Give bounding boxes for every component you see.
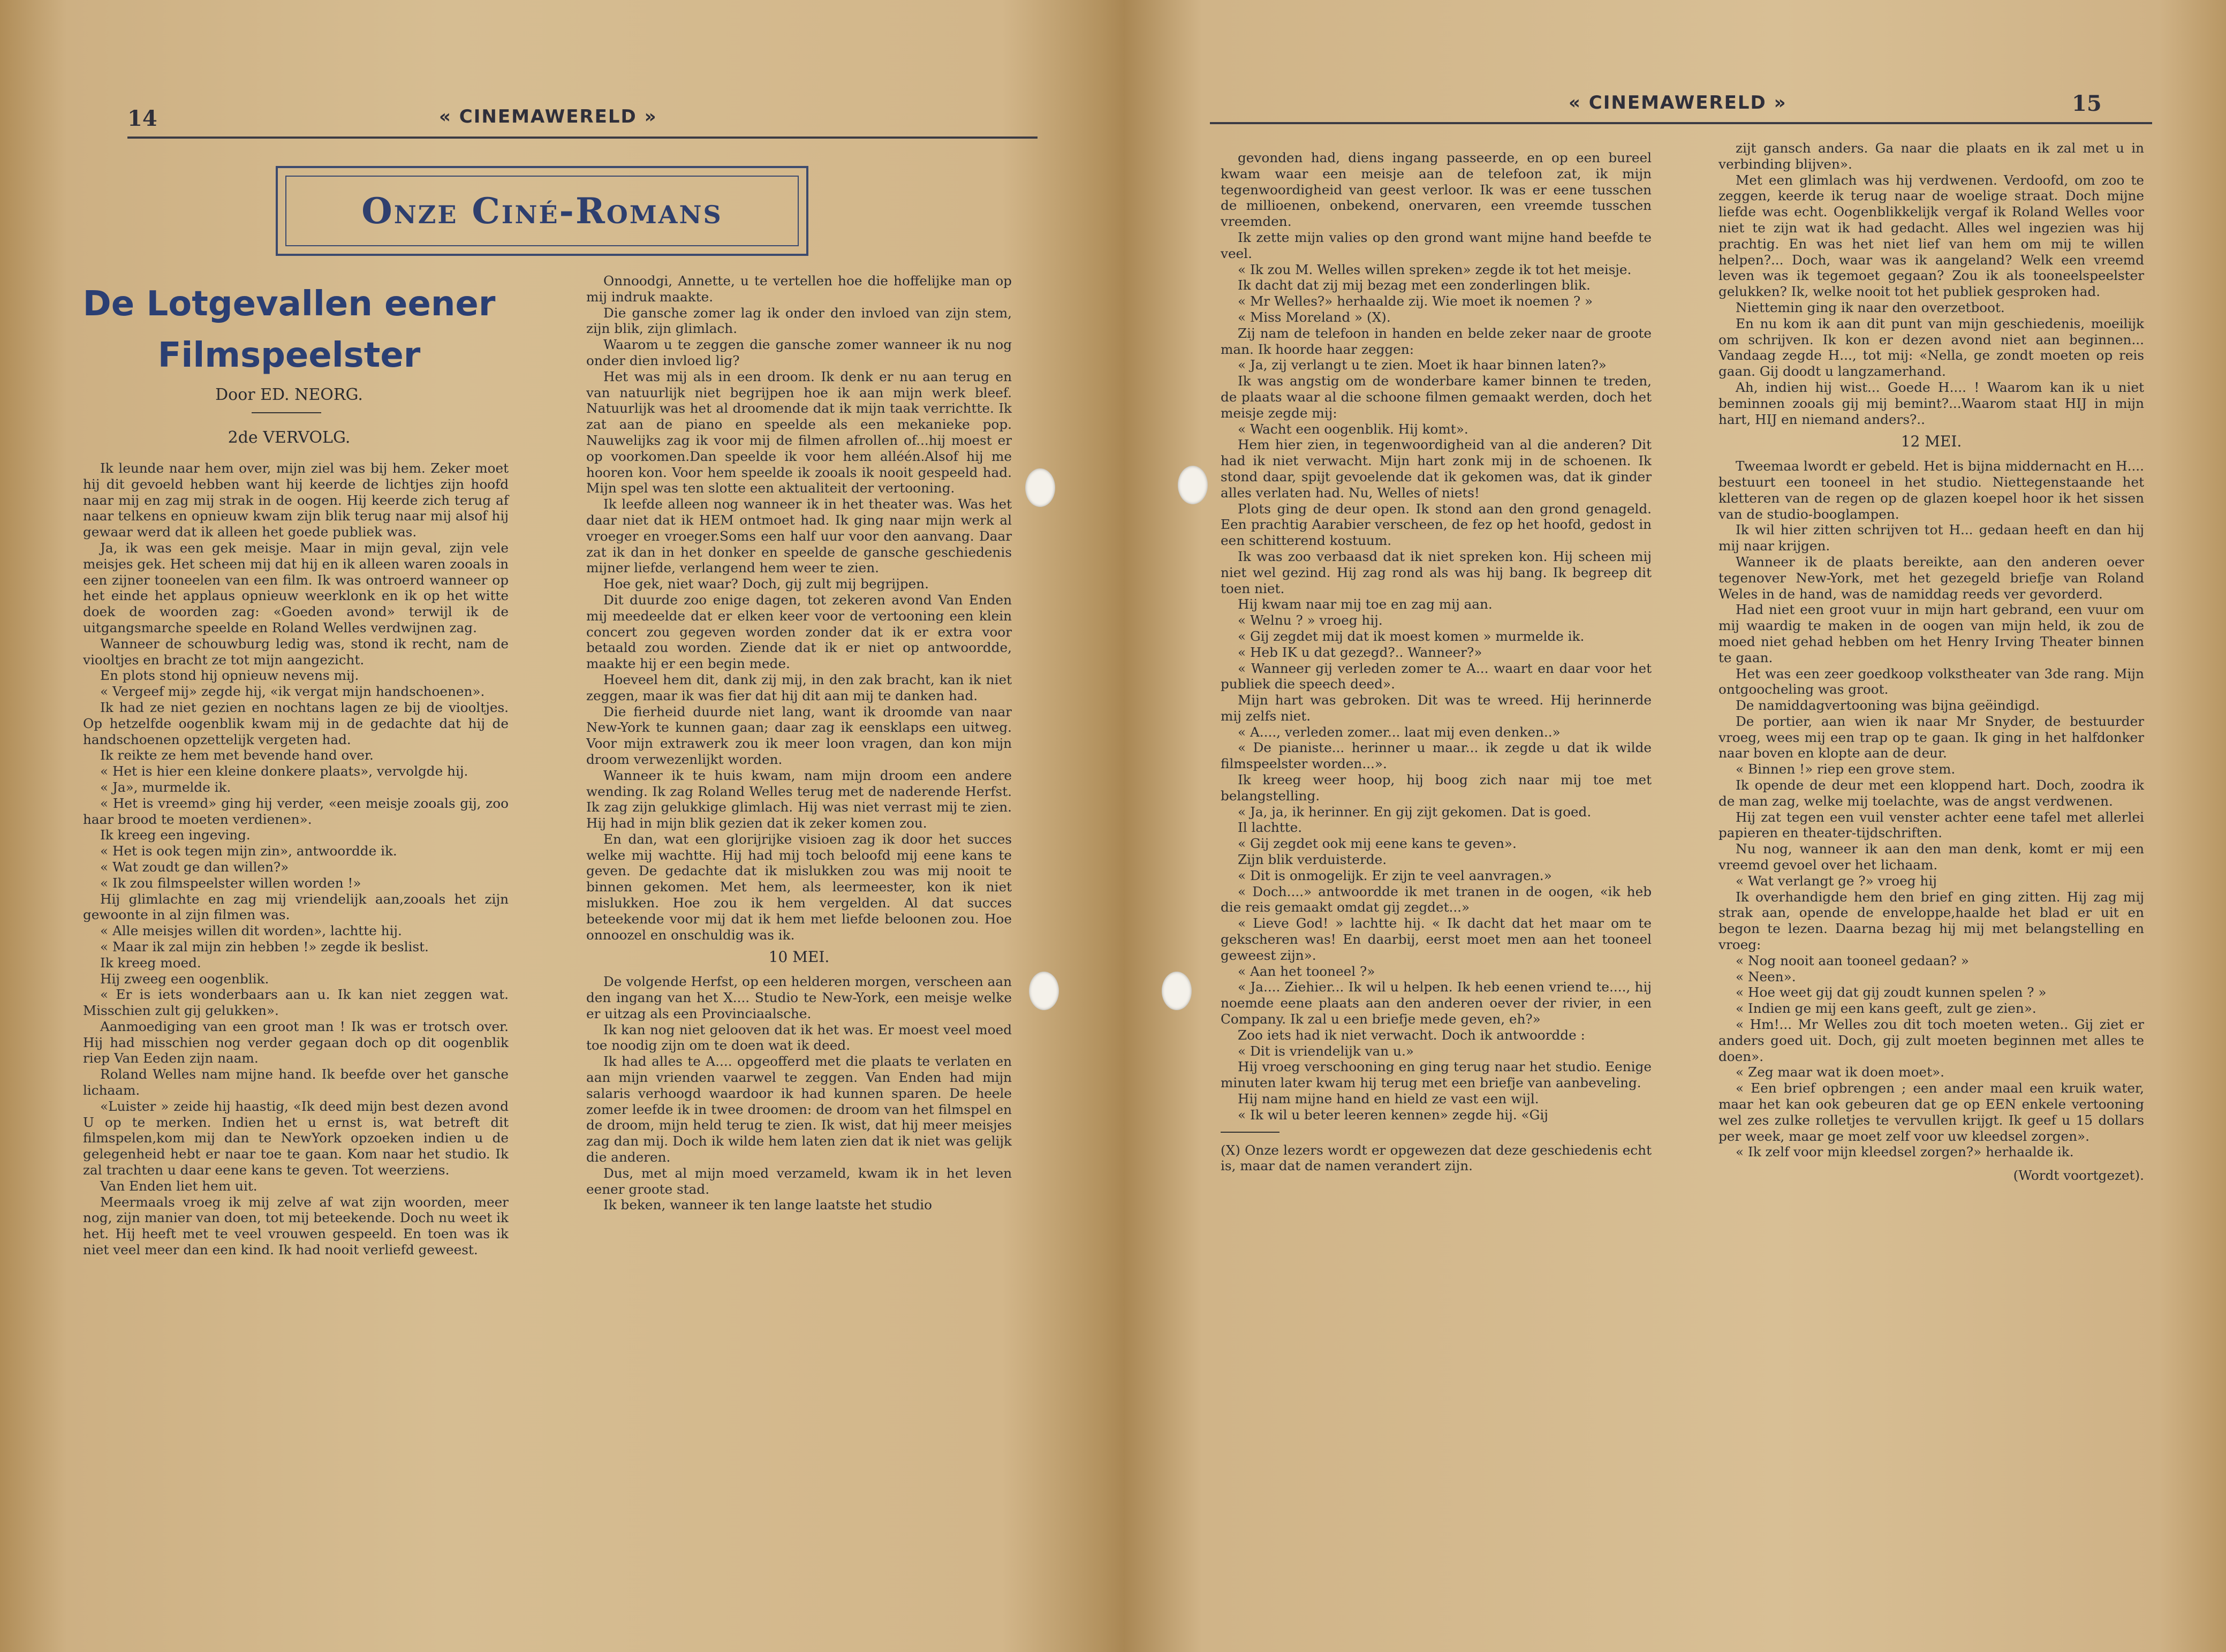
paragraph: « Welnu ? » vroeg hij.	[1238, 612, 1383, 628]
paragraph: Dit duurde zoo enige dagen, tot zekeren avond Van Enden mij meedeelde dat er elken keer voor de vertooning een klein concert zou gegeven worden zonder dat ik er extra voor betaald zou worden. Ziende dat ik er niet op antwoordde, maakte hij er een begin mede.	[586, 592, 1012, 672]
paragraph: « Doch....» antwoordde ik met tranen in de oogen, «ik heb die reis gemaakt omdat gij zegdet...»	[1221, 883, 1652, 915]
paragraph: Ik opende de deur met een kloppend hart. Doch, zoodra ik de man zag, welke mij toelachte, was de angst verdwenen.	[1718, 777, 2144, 809]
paragraph: Mijn hart was gebroken. Dit was te wreed. Hij herinnerde mij zelfs niet.	[1221, 692, 1652, 724]
paragraph: « Dit is vriendelijk van u.»	[1238, 1043, 1414, 1059]
paragraph: En dan, wat een glorijrijke visioen zag ik door het succes welke mij wachtte. Hij had mij toch beloofd mij eene kans te geven. De gedachte dat ik mislukken zou was mij nooit te binnen gekomen. Met hem, als leermeester, kon ik niet mislukken. Hoe zou ik hem vergelden. Al dat succes beteekende voor mij dat ik hem met liefde beloonen zou. Hoe onnoozel en onschuldig was ik.	[586, 831, 1012, 943]
paragraph: « Binnen !» riep een grove stem.	[1736, 761, 1956, 777]
binding-hole	[1025, 468, 1055, 507]
paragraph: Plots ging de deur open. Ik stond aan den grond genageld. Een prachtig Aarabier verscheen, de fez op het hoofd, gedost in een schitterend kostuum.	[1221, 501, 1652, 549]
binding-hole	[1162, 972, 1192, 1010]
paragraph: Tweemaa lwordt er gebeld. Het is bijna middernacht en H.... bestuurt een tooneel in het studio. Niettegenstaande het kletteren van de regen op de glazen koepel hoor ik het sissen van de studio-booglampen.	[1718, 458, 2144, 522]
paragraph: gevonden had, diens ingang passeerde, en op een bureel kwam waar een meisje aan de telefoon zat, ik mijn tegenwoordigheid van geest verloor. Ik was er eene tusschen de millioenen, onbekend, onervaren, een vreemde tusschen vreemden.	[1221, 150, 1652, 230]
banner-title: Onze Ciné-Romans	[361, 190, 723, 232]
paragraph: De portier, aan wien ik naar Mr Snyder, de bestuurder vroeg, wees mij een trap op te gaan. Ik ging in het halfdonker naar boven en klopte aan de deur.	[1718, 713, 2144, 761]
paragraph: « Nog nooit aan tooneel gedaan? »	[1736, 952, 1969, 968]
paragraph: Het was mij als in een droom. Ik denk er nu aan terug en van natuurlijk niet begrijpen hoe ik aan mijn werk bleef. Natuurlijk was het al droomende dat ik mijn taak verrichtte. Ik zat aan de piano en speelde als een mekanieke pop. Nauwelijks zag ik voor mij de filmen afrollen of...hij moest er op voorkomen.Dan speelde ik voor hem alléén.Alsof hij me hooren kon. Voor hem speelde ik zooals ik nooit gespeeld had. Mijn spel was ten slotte een aktualiteit der vertooning.	[586, 368, 1012, 496]
paragraph: Hij kwam naar mij toe en zag mij aan.	[1238, 596, 1493, 612]
paragraph: « Dit is onmogelijk. Er zijn te veel aanvragen.»	[1238, 867, 1552, 883]
paragraph: «Luister » zeide hij haastig, «Ik deed mijn best dezen avond U op te merken. Indien het u ernst is, wat betreft dit filmspelen,kom mij dan te NewYork opzoeken indien u de gelegenheid hebt er naar toe te gaan. Kom naar het studio. Ik zal trachten u daar eene kans te geven. Tot weerziens.	[83, 1098, 509, 1178]
paragraph: Hem hier zien, in tegenwoordigheid van al die anderen? Dit had ik niet verwacht. Mijn hart zonk mij in de schoenen. Ik stond daar, spijt gevoelende dat ik gekomen was, dat ik ginder alles verlaten had. Nu, Welles of niets!	[1221, 437, 1652, 501]
installment-label: 2de VERVOLG.	[228, 428, 351, 447]
paragraph: Die fierheid duurde niet lang, want ik droomde van naar New-York te kunnen gaan; daar zag ik eensklaps een uitweg. Voor mijn extrawerk zou ik meer loon vragen, dan kon mijn droom verwezenlijkt worden.	[586, 703, 1012, 767]
paragraph: Waarom u te zeggen die gansche zomer wanneer ik nu nog onder dien invloed lig?	[586, 337, 1012, 368]
paragraph: Van Enden liet hem uit.	[100, 1178, 258, 1194]
paragraph: Hij zweeg een oogenblik.	[100, 971, 269, 987]
paragraph: « A...., verleden zomer... laat mij even denken..»	[1238, 724, 1561, 740]
paragraph: « Ja, ja, ik herinner. En gij zijt gekomen. Dat is goed.	[1238, 804, 1592, 820]
binding-hole	[1029, 972, 1059, 1010]
paragraph: « Ik zou filmspeelster willen worden !»	[100, 875, 361, 891]
paragraph: « Gij zegdet mij dat ik moest komen » murmelde ik.	[1238, 628, 1585, 644]
paragraph: « Alle meisjes willen dit worden», lachtte hij.	[100, 923, 402, 939]
paragraph: En nu kom ik aan dit punt van mijn geschiedenis, moeilijk om schrijven. Ik kon er dezen avond niet aan beginnen... Vandaag zegde H..., tot mij: «Nella, ge zondt moeten op reis gaan. Gij doodt u langzamerhand.	[1718, 315, 2144, 380]
binding-hole	[1178, 466, 1208, 504]
paragraph: Niettemin ging ik naar den overzetboot.	[1736, 299, 2005, 315]
paragraph: « Het is ook tegen mijn zin», antwoordde ik.	[100, 843, 397, 859]
paragraph: « Wanneer gij verleden zomer te A... waart en daar voor het publiek die speech deed».	[1221, 660, 1652, 692]
right-page	[1119, 0, 2226, 1652]
paragraph: De namiddagvertooning was bijna geëindigd.	[1736, 698, 2040, 714]
paragraph: De volgende Herfst, op een helderen morgen, verscheen aan den ingang van het X.... Studio te New-York, een meisje welke er uitzag als een Provinciaalsche.	[586, 974, 1012, 1021]
paragraph: « Ik zou M. Welles willen spreken» zegde ik tot het meisje.	[1238, 261, 1632, 277]
footnote-rule	[1221, 1132, 1279, 1133]
paragraph: Hij vroeg verschooning en ging terug naar het studio. Eenige minuten later kwam hij terug met een briefje van aanbeveling.	[1221, 1059, 1652, 1091]
paragraph: Ik had alles te A.... opgeofferd met die plaats te verlaten en aan mijn vrienden vaarwel te zeggen. Van Enden had mijn salaris verhoogd waardoor ik had kunnen sparen. De heele zomer leefde ik in twee droomen: de droom van het filmspel en de droom, mijn held terug te zien. Ik wist, dat hij meer meisjes zag dan mij. Doch ik wilde hem laten zien dat ik niet was gelijk die anderen.	[586, 1054, 1012, 1165]
paragraph: « Heb IK u dat gezegd?.. Wanneer?»	[1238, 644, 1482, 660]
paragraph: Hoe gek, niet waar? Doch, gij zult mij begrijpen.	[603, 576, 929, 592]
paragraph: Roland Welles nam mijne hand. Ik beefde over het gansche lichaam.	[83, 1066, 509, 1098]
paragraph: « Zeg maar wat ik doen moet».	[1736, 1064, 1944, 1080]
running-head: « CINEMAWERELD »	[439, 106, 657, 127]
text-column-1	[83, 460, 509, 1258]
paragraph: Zoo iets had ik niet verwacht. Doch ik antwoordde :	[1238, 1027, 1585, 1043]
paragraph: Ik leunde naar hem over, mijn ziel was bij hem. Zeker moet hij dit gevoeld hebben want hij keerde de lichtjes zijn hoofd naar mij en zag mij strak in de oogen. Hij keerde zich terug af naar telkens en opnieuw kwam zijn blik terug naar mij alsof hij gewaar werd dat ik alleen het goede publiek was.	[83, 460, 509, 540]
text-column-3	[1221, 150, 1652, 1174]
running-head: « CINEMAWERELD »	[1569, 92, 1787, 113]
banner-frame	[285, 176, 799, 246]
paragraph: Zijn blik verduisterde.	[1238, 852, 1387, 868]
paragraph: Het was een zeer goedkoop volkstheater van 3de rang. Mijn ontgoocheling was groot.	[1718, 665, 2144, 698]
paragraph: « Indien ge mij een kans geeft, zult ge zien».	[1736, 1001, 2036, 1017]
header-rule	[127, 137, 1038, 139]
paragraph: « Ja», murmelde ik.	[100, 779, 231, 795]
paragraph: Ik kreeg een ingeving.	[100, 827, 251, 843]
paragraph: Ja, ik was een gek meisje. Maar in mijn geval, zijn vele meisjes gek. Het scheen mij dat hij en ik alleen waren zooals in een zijner tooneelen van een film. Ik was ontroerd wanneer op het einde het applaus opnieuw weerklonk en ik op het witte doek de woorden zag: «Goeden avond» terwijl ik de uitgangsmarche speelde en Roland Welles verdwijnen zag.	[83, 540, 509, 635]
paragraph: « Miss Moreland » (X).	[1238, 309, 1391, 325]
text-column-2	[586, 273, 1012, 1213]
paragraph: Ik zette mijn valies op den grond want mijne hand beefde te veel.	[1221, 229, 1652, 261]
paragraph: « De pianiste... herinner u maar... ik zegde u dat ik wilde filmspeelster worden...».	[1221, 740, 1652, 772]
paragraph: Ah, indien hij wist... Goede H.... ! Waarom kan ik u niet beminnen zooals gij mij bemint?...Waarom staat HIJ in mijn hart, HIJ en niemand anders?..	[1718, 379, 2144, 427]
date-heading: 12 MEI.	[1901, 433, 1962, 451]
header-rule	[1210, 122, 2152, 124]
paragraph: Ik dacht dat zij mij bezag met een zonderlingen blik.	[1238, 277, 1591, 293]
paragraph: « Wat verlangt ge ?» vroeg hij	[1736, 873, 1937, 889]
paragraph: Dus, met al mijn moed verzameld, kwam ik in het leven eener groote stad.	[586, 1165, 1012, 1197]
byline-rule	[252, 412, 321, 413]
paragraph: Aanmoediging van een groot man ! Ik was er trotsch over. Hij had misschien nog verder gegaan doch op dit oogenblik riep Van Eeden zijn naam.	[83, 1018, 509, 1066]
paragraph: « Ja.... Ziehier... Ik wil u helpen. Ik heb eenen vriend te...., hij noemde eene plaats aan den anderen oever der rivier, in een Company. Ik zal u een briefje mede geven, eh?»	[1221, 979, 1652, 1027]
paragraph: Ik was angstig om de wonderbare kamer binnen te treden, de plaats waar al die schoone filmen gemaakt werden, doch het meisje zegde mij:	[1221, 373, 1652, 421]
paragraph: « Maar ik zal mijn zin hebben !» zegde ik beslist.	[100, 938, 429, 954]
paragraph: « Lieve God! » lachtte hij. « Ik dacht dat het maar om te gekscheren was! En daarbij, eerst moet men aan het tooneel geweest zijn».	[1221, 915, 1652, 963]
paragraph: « Wacht een oogenblik. Hij komt».	[1238, 421, 1468, 437]
paragraph: Hij glimlachte en zag mij vriendelijk aan,zooals het zijn gewoonte in al zijn filmen was.	[83, 891, 509, 923]
paragraph: Hij nam mijne hand en hield ze vast een wijl.	[1238, 1091, 1539, 1107]
date-heading: 10 MEI.	[768, 948, 830, 966]
paragraph: Hoeveel hem dit, dank zij mij, in den zak bracht, kan ik niet zeggen, maar ik was fier dat hij dit aan mij te danken had.	[586, 671, 1012, 703]
paragraph: Hij zat tegen een vuil venster achter eene tafel met allerlei papieren en theater-tijdschriften.	[1718, 809, 2144, 841]
paragraph: Ik leefde alleen nog wanneer ik in het theater was. Was het daar niet dat ik HEM ontmoet had. Ik ging naar mijn werk al vroeger en vroeger.Soms een half uur voor den aanvang. Daar zat ik dan in het donker en speelde de gansche geschiedenis mijner liefde, verlangend hem weer te zien.	[586, 496, 1012, 576]
paragraph: Ik wil hier zitten schrijven tot H... gedaan heeft en dan hij mij naar krijgen.	[1718, 522, 2144, 554]
footnote: (X) Onze lezers wordt er opgewezen dat deze geschiedenis echt is, maar dat de namen verandert zijn.	[1221, 1142, 1652, 1174]
paragraph: Meermaals vroeg ik mij zelve af wat zijn woorden, meer nog, zijn manier van doen, tot mij beteekende. Doch nu weet ik het. Hij heeft met te veel vrouwen gespeeld. En toen was ik niet veel meer dan een kind. Ik had nooit verliefd geweest.	[83, 1194, 509, 1258]
paragraph: « Neen».	[1736, 968, 1796, 984]
paragraph: « Hm!... Mr Welles zou dit toch moeten weten.. Gij ziet er anders goed uit. Doch, gij zult moeten beginnen met alles te doen».	[1718, 1017, 2144, 1064]
page-number: 15	[2072, 91, 2102, 116]
paragraph: Nu nog, wanneer ik aan den man denk, komt er mij een vreemd gevoel over het lichaam.	[1718, 841, 2144, 873]
paragraph: zijt gansch anders. Ga naar die plaats en ik zal met u in verbinding blijven».	[1718, 140, 2144, 172]
paragraph: Ik beken, wanneer ik ten lange laatste het studio	[603, 1197, 933, 1213]
paragraph: Ik was zoo verbaasd dat ik niet spreken kon. Hij scheen mij niet wel gezind. Hij zag rond als was hij bang. Ik begreep dit toen niet.	[1221, 548, 1652, 596]
paragraph: Ik overhandigde hem den brief en ging zitten. Hij zag mij strak aan, opende de enveloppe,haalde het blad er uit en begon te lezen. Daarna bezag hij mij met belangstelling en vroeg:	[1718, 889, 2144, 953]
left-page	[0, 0, 1108, 1652]
series-banner	[276, 166, 808, 256]
paragraph: « Aan het tooneel ?»	[1238, 963, 1375, 979]
paragraph: « Een brief opbrengen ; een ander maal een kruik water, maar het kan ook gebeuren dat ge op EEN enkele vertooning wel zes zulke rolletjes te vervullen krijgt. Ik geef u 15 dollars per week, maar ge moet zelf voor uw kleedsel zorgen».	[1718, 1080, 2144, 1144]
paragraph: « Ja, zij verlangt u te zien. Moet ik haar binnen laten?»	[1238, 357, 1607, 373]
paragraph: « Het is hier een kleine donkere plaats», vervolgde hij.	[100, 763, 468, 779]
paragraph: « Gij zegdet ook mij eene kans te geven».	[1238, 836, 1517, 852]
paragraph: Wanneer ik de plaats bereikte, aan den anderen oever tegenover New-York, met het gezegeld briefje van Roland Weles in de hand, was de namiddag reeds ver gevorderd.	[1718, 554, 2144, 602]
paragraph: Zij nam de telefoon in handen en belde zeker naar de groote man. Ik hoorde haar zeggen:	[1221, 325, 1652, 357]
paragraph: « Vergeef mij» zegde hij, «ik vergat mijn handschoenen».	[100, 684, 485, 700]
page-number: 14	[127, 106, 157, 131]
paragraph: Onnoodgi, Annette, u te vertellen hoe die hoffelijke man op mij indruk maakte.	[586, 273, 1012, 305]
paragraph: « Ik wil u beter leeren kennen» zegde hij. «Gij	[1238, 1107, 1548, 1123]
paragraph: En plots stond hij opnieuw nevens mij.	[100, 668, 359, 684]
paragraph: Ik kreeg weer hoop, hij boog zich naar mij toe met belangstelling.	[1221, 772, 1652, 804]
byline: Door ED. NEORG.	[215, 385, 363, 404]
paragraph: Ik reikte ze hem met bevende hand over.	[100, 747, 374, 763]
paragraph: Die gansche zomer lag ik onder den invloed van zijn stem, zijn blik, zijn glimlach.	[586, 305, 1012, 337]
paragraph: Ik kan nog niet gelooven dat ik het was. Er moest veel moed toe noodig zijn om te doen wat ik deed.	[586, 1021, 1012, 1054]
paragraph: « Hoe weet gij dat gij zoudt kunnen spelen ? »	[1736, 984, 2047, 1001]
paragraph: « Er is iets wonderbaars aan u. Ik kan niet zeggen wat. Misschien zult gij gelukken».	[83, 987, 509, 1019]
paragraph: « Mr Welles?» herhaalde zij. Wie moet ik noemen ? »	[1238, 293, 1593, 309]
paragraph: « Ik zelf voor mijn kleedsel zorgen?» herhaalde ik.	[1736, 1144, 2074, 1160]
paragraph: Had niet een groot vuur in mijn hart gebrand, een vuur om mij waardig te maken in de oogen van mijn held, ik zou de moed niet gehad hebben om het Henry Irving Theater binnen te gaan.	[1718, 602, 2144, 665]
paragraph: Wanneer de schouwburg ledig was, stond ik recht, nam de viooltjes en bracht ze tot mijn aangezicht.	[83, 635, 509, 668]
text-column-4	[1718, 140, 2144, 1184]
paragraph: Ik kreeg moed.	[100, 954, 201, 971]
paragraph: « Wat zoudt ge dan willen?»	[100, 859, 289, 875]
paragraph: Met een glimlach was hij verdwenen. Verdoofd, om zoo te zeggen, keerde ik terug naar de woelige straat. Doch mijne liefde was echt. Oogenblikkelijk vergaf ik Roland Welles voor niet te zijn wat ik had gedacht. Alles wel ingezien was hij prachtig. En was het niet lief van hem om mij te willen helpen?... Doch, waar was ik aangeland? Welk een vreemd leven was ik tegemoet gegaan? Zou ik als tooneelspeelster gelukken? Ik, welke nooit tot het publiek gesproken had.	[1718, 172, 2144, 300]
paragraph: Ik had ze niet gezien en nochtans lagen ze bij de viooltjes. Op hetzelfde oogenblik kwam mij in de gedachte dat hij de handschoenen opzettelijk vergeten had.	[83, 699, 509, 747]
to-be-continued: (Wordt voortgezet).	[2013, 1168, 2144, 1184]
story-title: De Lotgevallen eener Filmspeelster	[82, 284, 496, 375]
paragraph: Il lachtte.	[1238, 820, 1303, 836]
paragraph: Wanneer ik te huis kwam, nam mijn droom een andere wending. Ik zag Roland Welles terug met de naderende Herfst. Ik zag zijn gelukkige glimlach. Hij was niet verrast mij te zien. Hij had in mijn blik gezien dat ik zeker komen zou.	[586, 767, 1012, 831]
paragraph: « Het is vreemd» ging hij verder, «een meisje zooals gij, zoo haar brood te moeten verdienen».	[83, 795, 509, 827]
